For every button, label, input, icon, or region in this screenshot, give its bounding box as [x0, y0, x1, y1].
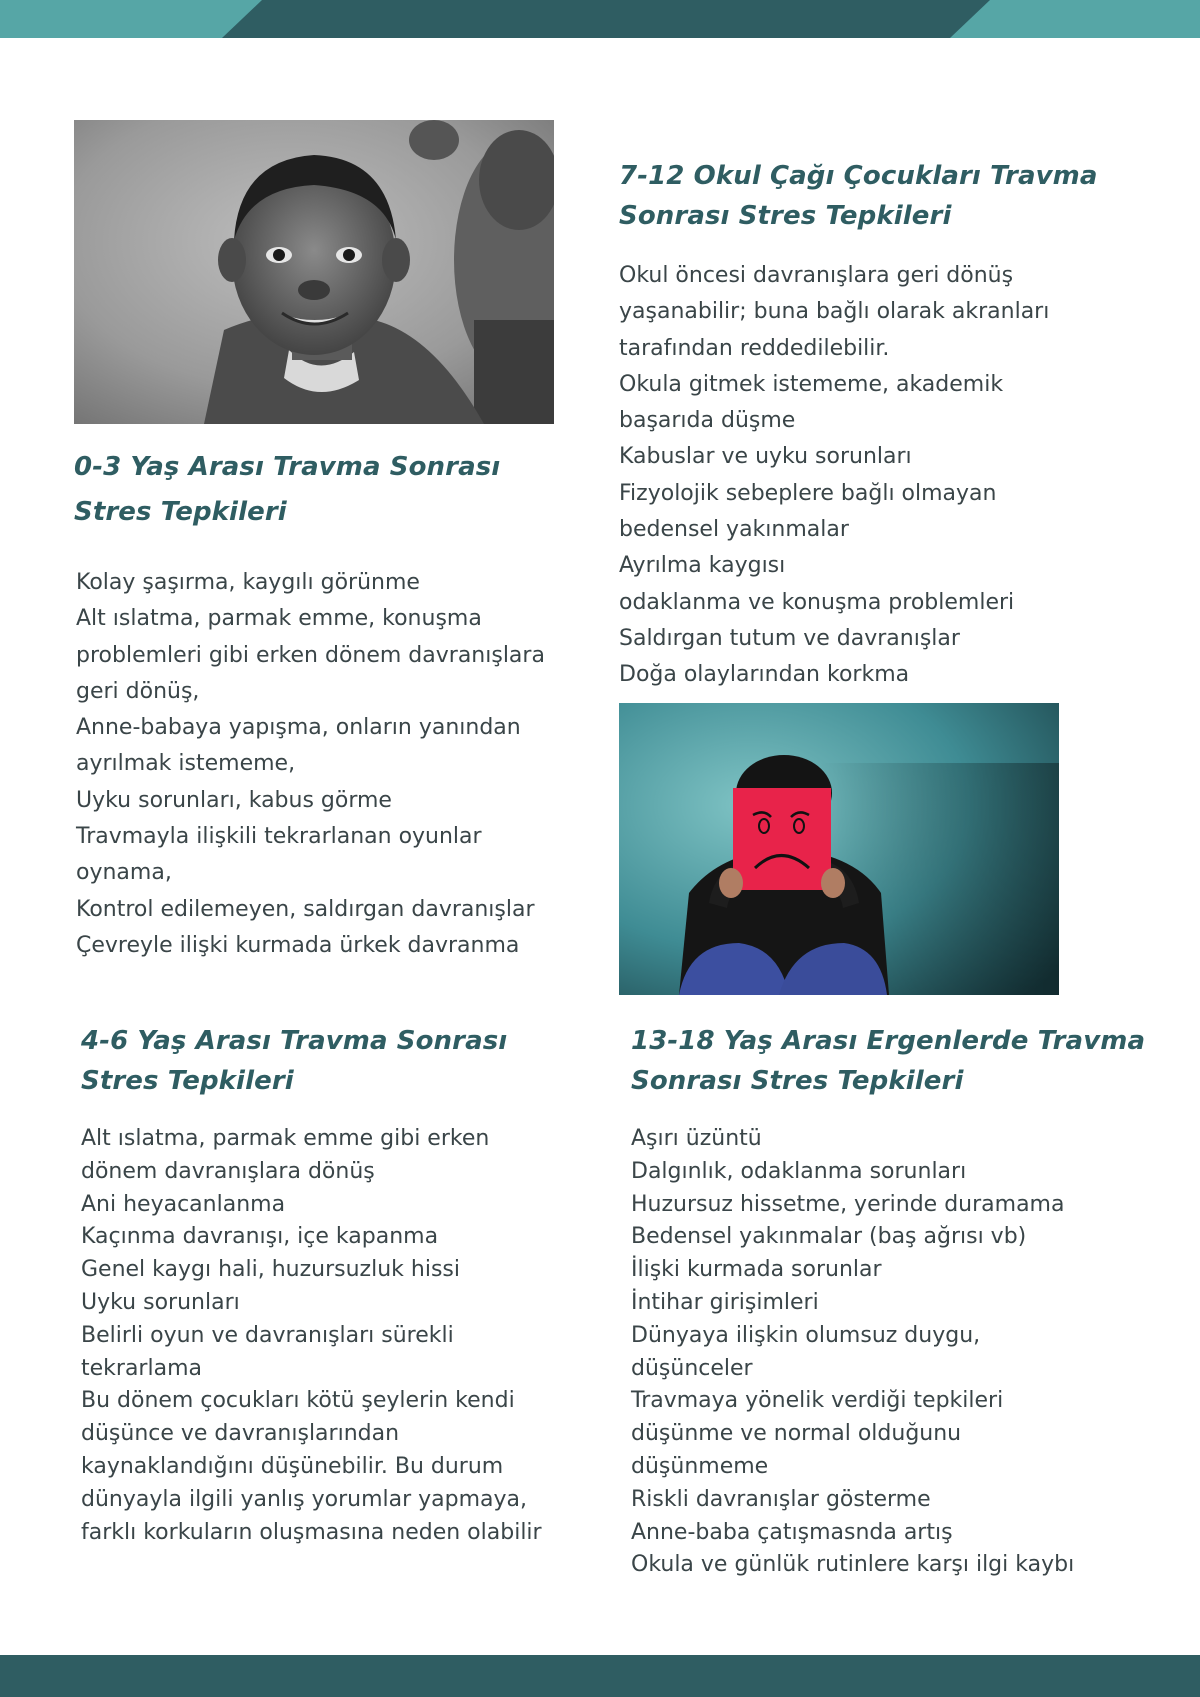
- list-item: Bu dönem çocukları kötü şeylerin kendi: [81, 1388, 515, 1414]
- top-banner: [0, 0, 1200, 38]
- list-item: Okul öncesi davranışlara geri dönüş: [619, 263, 1014, 288]
- list-item: düşünmeme: [631, 1453, 769, 1479]
- list-item: Kontrol edilemeyen, saldırgan davranışlar: [76, 896, 535, 922]
- list-item: düşünce ve davranışlarından: [81, 1421, 400, 1447]
- list-item: Kabuslar ve uyku sorunları: [619, 444, 912, 470]
- list-item: Dalgınlık, odaklanma sorunları: [631, 1158, 967, 1184]
- section-title-line-1: 4-6 Yaş Arası Travma Sonrası: [81, 1026, 508, 1056]
- top-banner-dark-stripe: [222, 0, 990, 38]
- list-item: Genel kaygı hali, huzursuzluk hissi: [81, 1257, 460, 1283]
- list-item: Aşırı üzüntü: [631, 1126, 762, 1151]
- bottom-banner: [0, 1655, 1200, 1697]
- list-item: Riskli davranışlar gösterme: [631, 1486, 931, 1512]
- list-item: Saldırgan tutum ve davranışlar: [619, 625, 960, 651]
- symptom-list: [619, 258, 1119, 694]
- list-item: düşünceler: [631, 1355, 753, 1381]
- list-item: İntihar girişimleri: [631, 1289, 819, 1315]
- list-item: bedensel yakınmalar: [619, 517, 849, 543]
- section-7-12-years: [619, 156, 1119, 694]
- list-item: Uyku sorunları, kabus görme: [76, 787, 392, 813]
- section-title-line-1: 13-18 Yaş Arası Ergenlerde Travma: [631, 1026, 1146, 1056]
- list-item: dünyayla ilgili yanlış yorumlar yapmaya,: [81, 1486, 528, 1512]
- symptom-list: [76, 565, 594, 964]
- section-title: [619, 156, 1119, 236]
- list-item: Fizyolojik sebeplere bağlı olmayan: [619, 480, 997, 506]
- list-item: düşünme ve normal olduğunu: [631, 1421, 962, 1447]
- section-title-line-1: 0-3 Yaş Arası Travma Sonrası: [74, 452, 501, 482]
- sad-face-paper-photo: [619, 703, 1059, 995]
- list-item: geri dönüş,: [76, 678, 200, 704]
- section-title-line-2: Stres Tepkileri: [81, 1066, 294, 1096]
- section-4-6-years: [81, 1021, 601, 1549]
- section-title: [81, 1021, 601, 1101]
- list-item: Okula ve günlük rutinlere karşı ilgi kaybı: [631, 1552, 1075, 1578]
- child-portrait-photo: [74, 120, 554, 424]
- section-0-3-years: [74, 445, 594, 964]
- list-item: Bedensel yakınmalar (baş ağrısı vb): [631, 1224, 1027, 1250]
- list-item: Anne-babaya yapışma, onların yanından: [76, 715, 521, 741]
- section-title: [631, 1021, 1171, 1101]
- section-title-line-2: Sonrası Stres Tepkileri: [619, 201, 952, 231]
- list-item: oynama,: [76, 860, 172, 886]
- list-item: yaşanabilir; buna bağlı olarak akranları: [619, 299, 1050, 325]
- symptom-list: [81, 1123, 601, 1549]
- list-item: Belirli oyun ve davranışları sürekli: [81, 1322, 454, 1348]
- list-item: dönem davranışlara dönüş: [81, 1158, 375, 1184]
- list-item: Doğa olaylarından korkma: [619, 662, 910, 688]
- section-13-18-years: [631, 1021, 1171, 1582]
- list-item: Ani heyacanlanma: [81, 1191, 286, 1217]
- list-item: Ayrılma kaygısı: [619, 553, 786, 579]
- section-title-line-2: Sonrası Stres Tepkileri: [631, 1066, 964, 1096]
- list-item: başarıda düşme: [619, 408, 796, 434]
- section-title-line-1: 7-12 Okul Çağı Çocukları Travma: [619, 161, 1098, 191]
- list-item: Anne-baba çatışmasnda artış: [631, 1519, 953, 1545]
- list-item: Alt ıslatma, parmak emme gibi erken: [81, 1126, 490, 1151]
- list-item: Huzursuz hissetme, yerinde duramama: [631, 1191, 1065, 1217]
- list-item: Kolay şaşırma, kaygılı görünme: [76, 570, 420, 595]
- list-item: Uyku sorunları: [81, 1289, 240, 1315]
- list-item: tarafından reddedilebilir.: [619, 335, 890, 361]
- list-item: İlişki kurmada sorunlar: [631, 1257, 882, 1283]
- list-item: tekrarlama: [81, 1355, 202, 1381]
- list-item: Alt ıslatma, parmak emme, konuşma: [76, 606, 482, 632]
- symptom-list: [631, 1123, 1171, 1582]
- list-item: Okula gitmek istememe, akademik: [619, 371, 1004, 397]
- section-title: [74, 445, 594, 535]
- list-item: farklı korkuların oluşmasına neden olabilir: [81, 1519, 542, 1545]
- list-item: problemleri gibi erken dönem davranışlara: [76, 642, 545, 668]
- list-item: Travmaya yönelik verdiği tepkileri: [631, 1388, 1004, 1414]
- list-item: Çevreyle ilişki kurmada ürkek davranma: [76, 932, 520, 958]
- list-item: Dünyaya ilişkin olumsuz duygu,: [631, 1322, 981, 1348]
- list-item: ayrılmak istememe,: [76, 751, 296, 777]
- list-item: kaynaklandığını düşünebilir. Bu durum: [81, 1453, 504, 1479]
- list-item: odaklanma ve konuşma problemleri: [619, 589, 1015, 615]
- list-item: Travmayla ilişkili tekrarlanan oyunlar: [76, 824, 482, 850]
- list-item: Kaçınma davranışı, içe kapanma: [81, 1224, 439, 1250]
- section-title-line-2: Stres Tepkileri: [74, 497, 287, 527]
